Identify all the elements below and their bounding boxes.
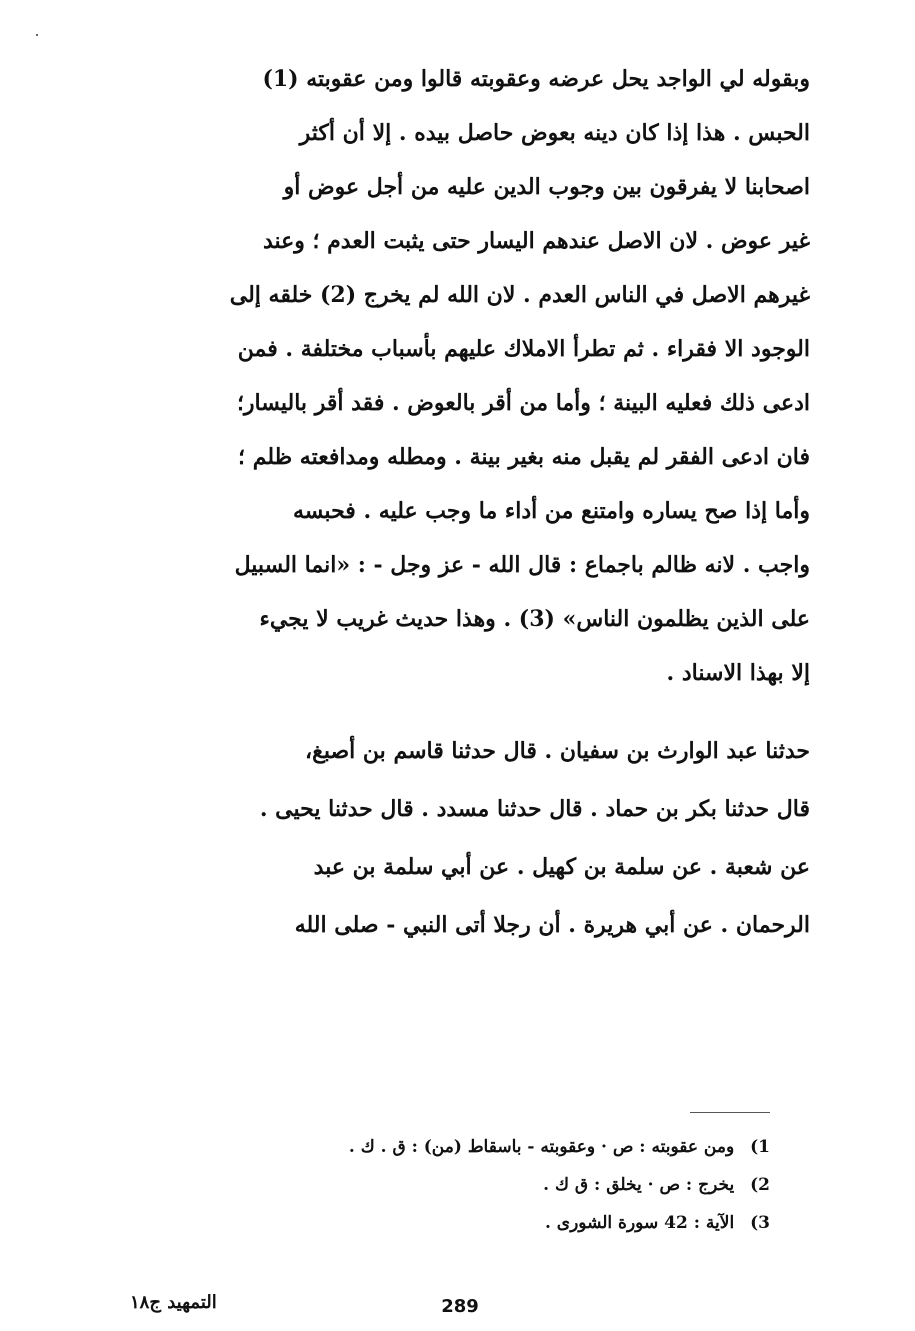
text-line: قال حدثنا بكر بن حماد . قال حدثنا مسدد . قال حدثنا يحيى . [259,796,810,822]
footnote-text: ومن عقوبته : ص · وعقوبته - باسقاط (من) : ق . ك . [348,1137,735,1157]
footnote-number: 2) [750,1175,770,1195]
footnote-divider [690,1112,770,1113]
page-number: 289 [441,1296,479,1317]
paragraph-1 [140,52,810,700]
scan-speck [36,34,38,36]
text-line: اصحابنا لا يفرقون بين وجوب الدين عليه من أجل عوض أو [283,174,810,200]
footnote-1 [230,1128,770,1166]
running-title: التمهيد ج١٨ [130,1292,217,1313]
text-line: عن شعبة . عن سلمة بن كهيل . عن أبي سلمة بن عبد [313,854,810,880]
text-line: الرحمان . عن أبي هريرة . أن رجلا أتى النبي - صلى الله [294,912,810,938]
text-line: الحبس . هذا إذا كان دينه بعوض حاصل بيده . إلا أن أكثر [299,120,810,146]
footnote-number: 1) [750,1137,770,1157]
text-line: غيرهم الاصل في الناس العدم . لان الله لم يخرج (2) خلقه إلى [229,282,810,308]
footnote-text: الآية : 42 سورة الشورى . [544,1213,735,1233]
footnote-3 [230,1204,770,1242]
text-line: على الذين يظلمون الناس» (3) . وهذا حديث غريب لا يجيء [259,606,810,632]
text-line: وبقوله لي الواجد يحل عرضه وعقوبته قالوا ومن عقوبته (1) [262,66,810,92]
text-line: الوجود الا فقراء . ثم تطرأ الاملاك عليهم بأسباب مختلفة . فمن [237,336,810,362]
text-line: فان ادعى الفقر لم يقبل منه بغير بينة . ومطله ومدافعته ظلم ؛ [238,444,810,470]
footnote-2 [230,1166,770,1204]
footnotes [230,1128,770,1242]
text-line: إلا بهذا الاسناد . [666,660,810,686]
footnote-number: 3) [750,1213,770,1233]
text-line: حدثنا عبد الوارث بن سفيان . قال حدثنا قاسم بن أصبغ، [305,738,810,764]
paragraph-2 [140,722,810,954]
text-line: واجب . لانه ظالم باجماع : قال الله - عز وجل - : «انما السبيل [234,552,810,578]
text-line: ادعى ذلك فعليه البينة ؛ وأما من أقر بالعوض . فقد أقر باليسار؛ [236,390,810,416]
text-line: غير عوض . لان الاصل عندهم اليسار حتى يثبت العدم ؛ وعند [262,228,810,254]
text-line: وأما إذا صح يساره وامتنع من أداء ما وجب عليه . فحبسه [293,498,810,524]
footnote-text: يخرج : ص · يخلق : ق ك . [543,1175,735,1195]
